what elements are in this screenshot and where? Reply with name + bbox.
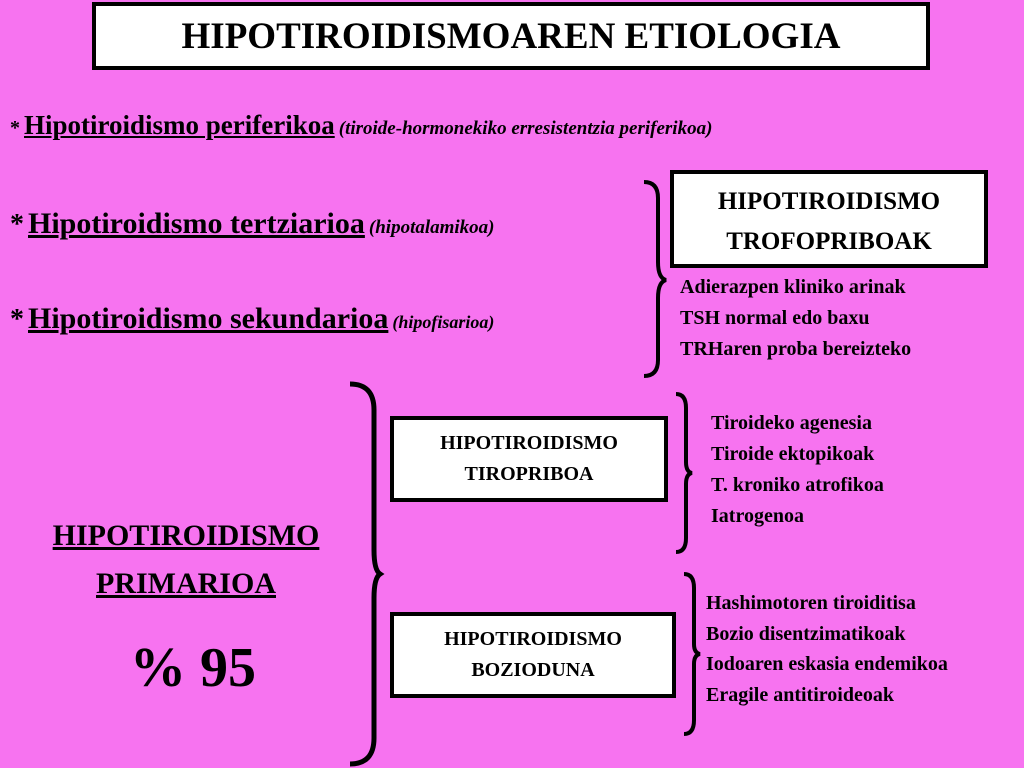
- item-title: Hipotiroidismo tertziarioa: [28, 207, 365, 240]
- box-title-line2: TROFOPRIBOAK: [726, 228, 932, 255]
- primarioa-line2: PRIMARIOA: [96, 567, 276, 600]
- brace-bozioduna: [682, 572, 702, 736]
- list-item: TSH normal edo baxu: [680, 307, 870, 329]
- box-title-line1: HIPOTIROIDISMO: [444, 628, 622, 650]
- list-item: Adierazpen kliniko arinak: [680, 276, 906, 298]
- item-tertziarioa: [10, 207, 495, 241]
- list-item: Tiroideko agenesia: [711, 412, 872, 434]
- primarioa-line1: HIPOTIROIDISMO: [52, 519, 320, 552]
- item-periferikoa: [10, 110, 712, 141]
- box-title-line2: BOZIODUNA: [471, 659, 595, 681]
- item-note: (hipotalamikoa): [368, 217, 495, 238]
- bullet-star: *: [10, 117, 20, 139]
- box-title-line2: TIROPRIBOA: [464, 463, 594, 485]
- list-item: Tiroide ektopikoak: [711, 443, 875, 465]
- box-title-line1: HIPOTIROIDISMO: [717, 188, 941, 215]
- bozioduna-box: [390, 612, 676, 698]
- primarioa-label: [0, 512, 372, 608]
- item-title: Hipotiroidismo sekundarioa: [28, 302, 389, 335]
- bullet-star: *: [10, 304, 24, 335]
- bozioduna-causes: [706, 588, 948, 710]
- list-item: Eragile antitiroideoak: [706, 683, 894, 706]
- trofopriboak-features: [680, 272, 911, 365]
- list-item: Bozio disentzimatikoak: [706, 622, 906, 645]
- primarioa-percent: % 95: [130, 637, 256, 699]
- item-note: (tiroide-hormonekiko erresistentzia periferikoa): [338, 118, 713, 139]
- item-title: Hipotiroidismo periferikoa: [24, 110, 335, 140]
- list-item: T. kroniko atrofikoa: [711, 474, 884, 496]
- list-item: TRHaren proba bereizteko: [680, 338, 912, 360]
- page-title: HIPOTIROIDISMOAREN ETIOLOGIA: [181, 16, 841, 57]
- tiropriboa-causes: [711, 408, 884, 532]
- brace-trofopriboak: [640, 180, 670, 380]
- box-title-line1: HIPOTIROIDISMO: [440, 432, 618, 454]
- list-item: Iodoaren eskasia endemikoa: [706, 653, 948, 675]
- title-box: [92, 2, 930, 70]
- list-item: Iatrogenoa: [711, 505, 804, 527]
- item-note: (hipofisarioa): [392, 312, 495, 332]
- bullet-star: *: [10, 209, 24, 240]
- brace-primarioa: [348, 382, 382, 768]
- brace-tiropriboa: [674, 392, 694, 554]
- trofopriboak-box: [670, 170, 988, 268]
- list-item: Hashimotoren tiroiditisa: [706, 592, 916, 614]
- tiropriboa-box: [390, 416, 668, 502]
- item-sekundarioa: [10, 302, 494, 336]
